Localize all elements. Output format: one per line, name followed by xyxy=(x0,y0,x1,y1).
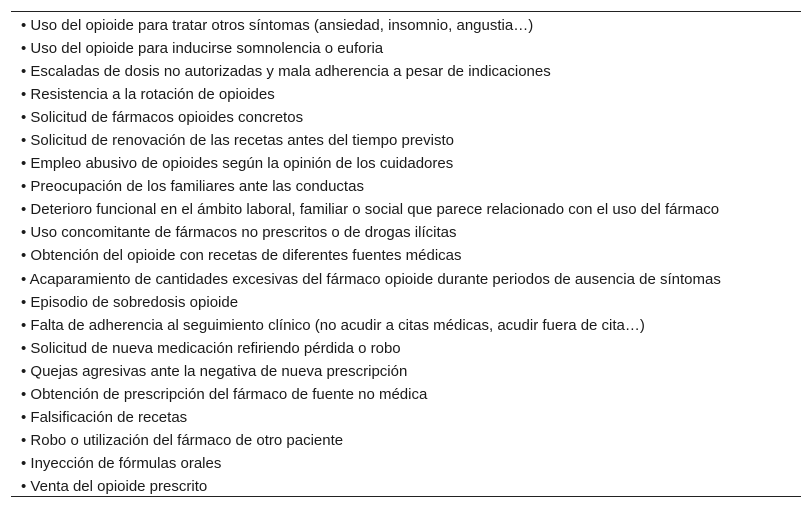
list-item: • Falta de adherencia al seguimiento clínico (no acudir a citas médicas, acudir fuera de cita…) xyxy=(21,316,645,334)
list-item: • Uso concomitante de fármacos no prescritos o de drogas ilícitas xyxy=(21,224,457,242)
list-item: • Solicitud de nueva medicación refiriendo pérdida o robo xyxy=(21,339,401,357)
list-item: • Escaladas de dosis no autorizadas y mala adherencia a pesar de indicaciones xyxy=(21,63,551,81)
list-item: • Episodio de sobredosis opioide xyxy=(21,293,239,311)
list-item: • Solicitud de fármacos opioides concretos xyxy=(21,109,304,127)
list-item: • Acaparamiento de cantidades excesivas del fármaco opioide durante periodos de ausencia de síntomas xyxy=(21,270,721,288)
list-item: • Empleo abusivo de opioides según la opinión de los cuidadores xyxy=(21,155,454,173)
list-item: • Obtención del opioide con recetas de diferentes fuentes médicas xyxy=(21,247,462,265)
list-item: • Robo o utilización del fármaco de otro paciente xyxy=(21,431,344,449)
list-item: • Venta del opioide prescrito xyxy=(21,477,208,495)
behaviors-table xyxy=(11,11,801,497)
list-item: • Uso del opioide para inducirse somnolencia o euforia xyxy=(21,40,384,58)
list-item: • Deterioro funcional en el ámbito laboral, familiar o social que parece relacionado con el uso del fármaco xyxy=(21,201,720,219)
list-item: • Solicitud de renovación de las recetas antes del tiempo previsto xyxy=(21,132,454,150)
list-item: • Resistencia a la rotación de opioides xyxy=(21,86,275,104)
list-item: • Quejas agresivas ante la negativa de nueva prescripción xyxy=(21,362,408,380)
list-item: • Preocupación de los familiares ante las conductas xyxy=(21,178,364,196)
behaviors-list xyxy=(11,12,801,498)
list-item: • Inyección de fórmulas orales xyxy=(21,454,222,472)
list-item: • Uso del opioide para tratar otros síntomas (ansiedad, insomnio, angustia…) xyxy=(21,17,534,34)
list-item: • Falsificación de recetas xyxy=(21,408,188,426)
list-item: • Obtención de prescripción del fármaco de fuente no médica xyxy=(21,385,428,403)
